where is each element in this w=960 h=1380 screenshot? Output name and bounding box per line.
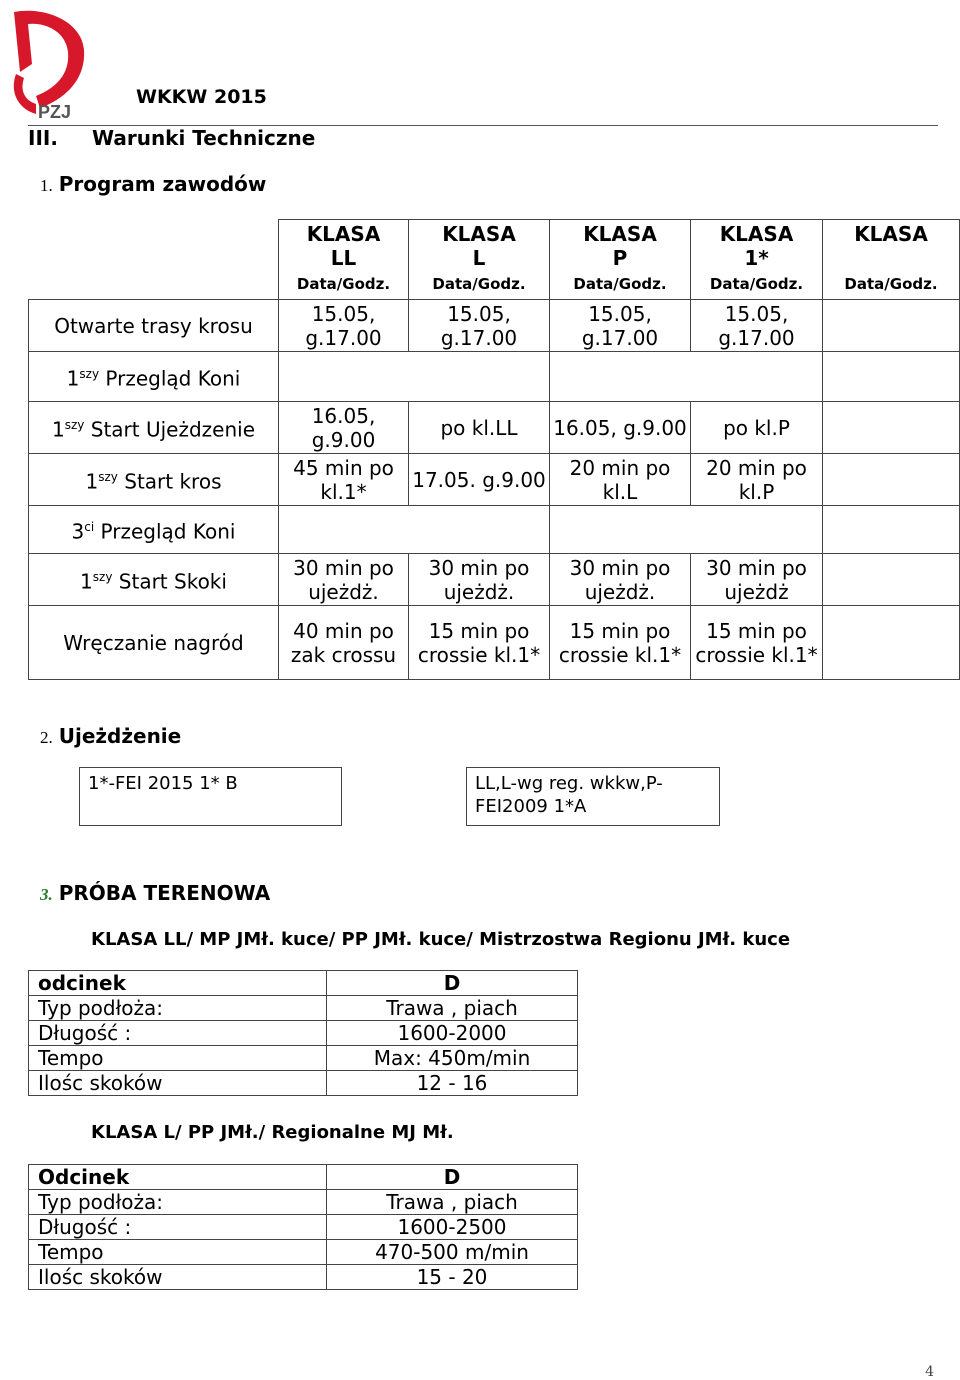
spec-row: Tempo Max: 450m/min bbox=[29, 1046, 578, 1071]
spec-row: Ilośc skoków 15 - 20 bbox=[29, 1265, 578, 1290]
cell: 30 min po ujeżdż. bbox=[409, 554, 550, 606]
ujezdzenie-title: Ujeżdżenie bbox=[58, 724, 182, 748]
cell: 15 min po crossie kl.1* bbox=[409, 606, 550, 680]
row-przeglad-3 bbox=[29, 506, 960, 554]
cell: 15.05, g.17.00 bbox=[550, 300, 691, 352]
program-table bbox=[28, 219, 960, 680]
cell: 40 min po zak crossu bbox=[279, 606, 409, 680]
row-label: $3^{ci}$ Przegląd Koni bbox=[29, 506, 279, 554]
row-start-kros bbox=[29, 454, 960, 506]
row-label: Wręczanie nagród bbox=[29, 606, 279, 680]
col-header-l: KLASA L Data/Godz. bbox=[409, 220, 550, 300]
spec-row: Typ podłoża: Trawa , piach bbox=[29, 1190, 578, 1215]
cross-spec-table-2 bbox=[28, 1164, 578, 1290]
row-wreczanie bbox=[29, 606, 960, 680]
row-label: $1^{szy}$ Start kros bbox=[29, 454, 279, 506]
spec-row: Odcinek D bbox=[29, 1165, 578, 1190]
col-header-p: KLASA P Data/Godz. bbox=[550, 220, 691, 300]
program-heading bbox=[40, 172, 266, 196]
cell: 17.05. g.9.00 bbox=[409, 454, 550, 506]
cell: 20 min po kl.L bbox=[550, 454, 691, 506]
dressage-test-box-1: 1*-FEI 2015 1* B bbox=[79, 767, 342, 826]
row-otwarte-trasy bbox=[29, 300, 960, 352]
proba-number: 3. bbox=[40, 885, 53, 904]
cell: 15 min po crossie kl.1* bbox=[691, 606, 823, 680]
cross-spec-table-1 bbox=[28, 970, 578, 1096]
proba-title: PRÓBA TERENOWA bbox=[58, 881, 271, 905]
row-przeglad-1 bbox=[29, 352, 960, 402]
row-label: $1^{szy}$ Start Ujeżdzenie bbox=[29, 402, 279, 454]
section-number: III. bbox=[28, 126, 58, 150]
cell: 15.05, g.17.00 bbox=[409, 300, 550, 352]
cell: 30 min po ujeżdż. bbox=[550, 554, 691, 606]
cell: 15.05, g.17.00 bbox=[691, 300, 823, 352]
cell: 16.05, g.9.00 bbox=[550, 402, 691, 454]
doc-header-title: WKKW 2015 bbox=[136, 86, 267, 108]
spec-row: Tempo 470-500 m/min bbox=[29, 1240, 578, 1265]
dressage-test-box-2: LL,L-wg reg. wkkw,P-FEI2009 1*A bbox=[466, 767, 720, 826]
proba-heading bbox=[40, 881, 270, 905]
spec-row: Typ podłoża: Trawa , piach bbox=[29, 996, 578, 1021]
program-title: Program zawodów bbox=[58, 172, 267, 196]
section-title: Warunki Techniczne bbox=[92, 126, 316, 150]
program-header-row bbox=[29, 220, 960, 300]
row-start-ujezdzenie bbox=[29, 402, 960, 454]
row-label: Otwarte trasy krosu bbox=[29, 300, 279, 352]
program-number: 1. bbox=[40, 176, 53, 195]
ujezdzenie-number: 2. bbox=[40, 728, 53, 747]
logo-text: PZJ bbox=[38, 102, 72, 122]
spec-row: odcinek D bbox=[29, 971, 578, 996]
cell: 30 min po ujeżdż. bbox=[279, 554, 409, 606]
ujezdzenie-heading bbox=[40, 724, 181, 748]
row-label: $1^{szy}$ Start Skoki bbox=[29, 554, 279, 606]
cell: 45 min po kl.1* bbox=[279, 454, 409, 506]
spec-row: Długość : 1600-2500 bbox=[29, 1215, 578, 1240]
pzj-logo bbox=[6, 4, 90, 122]
col-header-ll: KLASA LL Data/Godz. bbox=[279, 220, 409, 300]
cell: 15 min po crossie kl.1* bbox=[550, 606, 691, 680]
cell: po kl.LL bbox=[409, 402, 550, 454]
col-header-1star: KLASA 1* Data/Godz. bbox=[691, 220, 823, 300]
spec-row: Ilośc skoków 12 - 16 bbox=[29, 1071, 578, 1096]
cell: 16.05, g.9.00 bbox=[279, 402, 409, 454]
row-start-skoki bbox=[29, 554, 960, 606]
cell: 20 min po kl.P bbox=[691, 454, 823, 506]
cell: po kl.P bbox=[691, 402, 823, 454]
cell: 15.05, g.17.00 bbox=[279, 300, 409, 352]
section-heading bbox=[28, 126, 315, 150]
page-number: 4 bbox=[925, 1364, 934, 1380]
spec-row: Długość : 1600-2000 bbox=[29, 1021, 578, 1046]
cell: 30 min po ujeżdż bbox=[691, 554, 823, 606]
cross-class-heading-1: KLASA LL/ MP JMł. kuce/ PP JMł. kuce/ Mistrzostwa Regionu JMł. kuce bbox=[91, 929, 791, 950]
row-label: $1^{szy}$ Przegląd Koni bbox=[29, 352, 279, 402]
cross-class-heading-2: KLASA L/ PP JMł./ Regionalne MJ Mł. bbox=[91, 1122, 454, 1143]
col-header-blank: KLASA Data/Godz. bbox=[823, 220, 960, 300]
